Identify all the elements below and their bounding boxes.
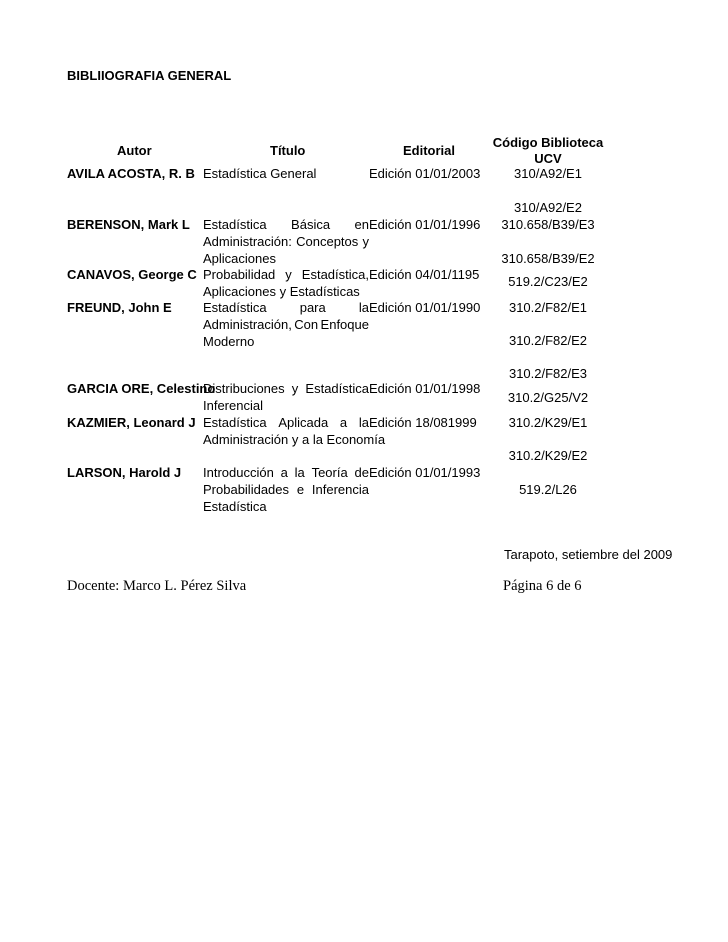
row-freund-titulo-line2 (203, 317, 369, 332)
row-kazmier-titulo-line1 (203, 415, 369, 430)
library-code: 519.2/L26 (519, 482, 577, 497)
title-word: en (354, 217, 369, 232)
footer-page-number: Página 6 de 6 (503, 578, 582, 594)
library-code: 310.2/F82/E3 (508, 366, 588, 381)
row-canavos-titulo-line2: Aplicaciones y Estadísticas (203, 284, 360, 299)
title-word: Estadística (203, 415, 267, 430)
title-word: Probabilidad (203, 267, 276, 282)
document-title: BIBLIIOGRAFIA GENERAL (67, 68, 232, 83)
library-code: 310.658/B39/E3 (501, 217, 595, 232)
library-code: 310.658/B39/E2 (501, 251, 595, 266)
header-editorial: Editorial (403, 143, 456, 158)
library-code: 310.2/F82/E2 (508, 333, 588, 348)
library-code: 310.2/K29/E2 (508, 448, 588, 463)
title-word: Estadística (203, 217, 267, 232)
row-berenson-editorial: Edición 01/01/1996 (369, 217, 481, 232)
title-word: y (285, 267, 292, 282)
row-berenson-titulo-line3: Aplicaciones (203, 251, 276, 266)
row-freund-titulo-line1 (203, 300, 369, 315)
row-freund-editorial: Edición 01/01/1990 (369, 300, 481, 315)
header-codigo-line2: UCV (534, 151, 562, 166)
row-garcia-editorial: Edición 01/01/1998 (369, 381, 481, 396)
title-word: y (362, 234, 369, 249)
title-word: a (280, 465, 288, 480)
library-code: 519.2/C23/E2 (508, 274, 588, 289)
row-freund-titulo-line3: Moderno (203, 334, 255, 349)
row-canavos-autor: CANAVOS, George C (67, 267, 197, 282)
title-word: Estadística, (301, 267, 369, 282)
row-larson-autor: LARSON, Harold J (67, 465, 182, 480)
row-kazmier-titulo-line2: Administración y a la Economía (203, 432, 386, 447)
title-word: la (358, 415, 369, 430)
library-code: 310.2/K29/E1 (508, 415, 588, 430)
title-word: Con (294, 317, 319, 332)
title-word: Introducción (203, 465, 274, 480)
header-codigo (488, 135, 608, 166)
library-code: 310.2/F82/E1 (508, 300, 588, 315)
library-code: 310.2/G25/V2 (507, 390, 589, 405)
title-word: Probabilidades (203, 482, 290, 497)
title-word: y (291, 381, 299, 396)
row-berenson-titulo-line1 (203, 217, 369, 232)
row-kazmier-editorial: Edición 18/081999 (369, 415, 477, 430)
row-berenson-titulo-line2 (203, 234, 369, 249)
header-codigo-line1: Código Biblioteca (492, 135, 604, 150)
title-word: Inferencia (311, 482, 369, 497)
row-freund-autor: FREUND, John E (67, 300, 172, 315)
title-word: Estadística (203, 300, 267, 315)
title-word: a (339, 415, 348, 430)
title-word: Distribuciones (203, 381, 285, 396)
footer-docente: Docente: Marco L. Pérez Silva (67, 578, 247, 594)
row-larson-titulo-line2 (203, 482, 369, 497)
title-word: Teoría (311, 465, 348, 480)
title-word: la (358, 300, 369, 315)
row-avila-editorial: Edición 01/01/2003 (369, 166, 481, 181)
row-garcia-titulo-line2: Inferencial (203, 398, 263, 413)
title-word: e (296, 482, 305, 497)
row-canavos-titulo-line1 (203, 267, 369, 282)
row-kazmier-autor: KAZMIER, Leonard J (67, 415, 196, 430)
title-word: Básica (291, 217, 331, 232)
row-larson-titulo-line3: Estadística (203, 499, 267, 514)
place-date: Tarapoto, setiembre del 2009 (504, 547, 673, 562)
title-word: de (354, 465, 369, 480)
title-word: Estadística (305, 381, 369, 396)
row-garcia-autor: GARCIA ORE, Celestino (67, 381, 216, 396)
row-larson-editorial: Edición 01/01/1993 (369, 465, 481, 480)
row-garcia-titulo-line1 (203, 381, 369, 396)
header-autor: Autor (117, 143, 152, 158)
title-word: Administración, (203, 317, 292, 332)
library-code: 310/A92/E1 (514, 166, 582, 181)
title-word: Enfoque (320, 317, 369, 332)
title-word: para (299, 300, 326, 315)
row-avila-titulo: Estadística General (203, 166, 317, 181)
row-canavos-editorial: Edición 04/01/1195 (369, 267, 480, 282)
title-word: Aplicada (278, 415, 329, 430)
header-titulo: Título (270, 143, 306, 158)
title-word: Conceptos (296, 234, 359, 249)
library-code: 310/A92/E2 (514, 200, 582, 215)
title-word: la (294, 465, 305, 480)
row-berenson-autor: BERENSON, Mark L (67, 217, 190, 232)
title-word: Administración: (203, 234, 292, 249)
row-larson-titulo-line1 (203, 465, 369, 480)
row-avila-autor: AVILA ACOSTA, R. B (67, 166, 195, 181)
